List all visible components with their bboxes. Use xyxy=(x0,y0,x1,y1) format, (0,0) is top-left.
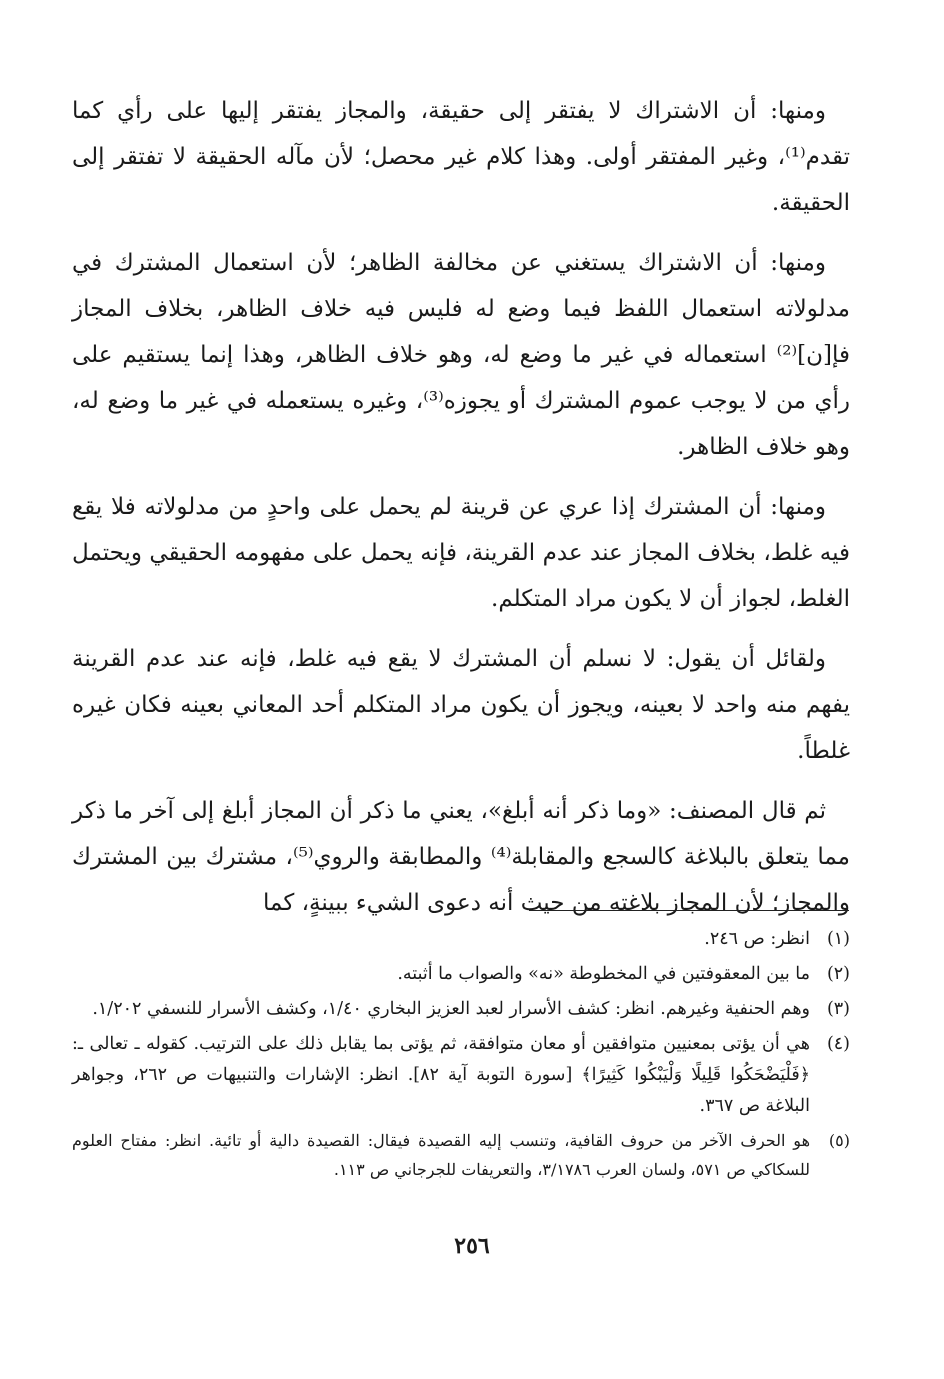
footnote-text: انظر: ص ٢٤٦. xyxy=(704,929,810,949)
paragraph-4: ولقائل أن يقول: لا نسلم أن المشترك لا يقع فيه غلط، فإنه عند عدم القرينة يفهم منه واحد لا بعينه، ويجوز أن يكون مراد المتكلم أحد المعاني بعينه فكان غيره غلطاً. xyxy=(72,646,850,764)
footnote-number: (٣) xyxy=(826,999,850,1019)
footnote-1 xyxy=(72,924,850,955)
footnote-number: (١) xyxy=(826,929,850,949)
footnote-text: هو الحرف الآخر من حروف القافية، وتنسب إليه القصيدة فيقال: القصيدة دالية أو تائية. انظر: مفتاح العلوم للسكاكي ص ٥٧١، ولسان العرب ٣/١٧٨٦، والتعريفات للجرجاني ص ١١٣. xyxy=(72,1131,810,1179)
footnote-4 xyxy=(72,1029,850,1122)
footnote-3 xyxy=(72,994,850,1025)
page-number: ٢٥٦ xyxy=(454,1233,490,1259)
footnote-number: (٤) xyxy=(826,1034,850,1054)
footnote-number: (٢) xyxy=(826,964,850,984)
footnote-text: ما بين المعقوفتين في المخطوطة «نه» والصواب ما أثبته. xyxy=(397,964,810,984)
paragraph-3: ومنها: أن المشترك إذا عري عن قرينة لم يحمل على واحدٍ من مدلولاته فلا يقع فيه غلط، بخلاف المجاز عند عدم القرينة، فإنه يحمل على مفهومه الحقيقي ويحتمل الغلط، لجواز أن لا يكون مراد المتكلم. xyxy=(72,494,850,612)
paragraph-1: ومنها: أن الاشتراك لا يفتقر إلى حقيقة، والمجاز يفتقر إليها على رأي كما تقدم⁽¹⁾، وغير المفتقر أولى. وهذا كلام غير محصل؛ لأن مآله الحقيقة لا تفتقر إلى الحقيقة. xyxy=(72,98,850,216)
footnote-text: هي أن يؤتى بمعنيين متوافقين أو معان متوافقة، ثم يؤتى بما يقابل ذلك على الترتيب. كقوله ـ تعالى ـ: ﴿فَلْيَضْحَكُوا قَلِيلًا وَلْيَبْكُوا كَثِيرًا﴾ [سورة التوبة آية ٨٢]. انظر: الإشارات والتنبيهات ص ٢٦٢، وجواهر البلاغة ص ٣٦٧. xyxy=(72,1034,810,1116)
paragraph-5: ثم قال المصنف: «وما ذكر أنه أبلغ»، يعني ما ذكر أن المجاز أبلغ إلى آخر ما ذكر مما يتعلق بالبلاغة كالسجع والمقابلة⁽⁴⁾ والمطابقة والروي⁽⁵⁾، مشترك بين المشترك والمجاز؛ لأن المجاز بلاغته من حيث أنه دعوى الشيء ببينةٍ، كما xyxy=(72,798,850,916)
footnote-2 xyxy=(72,959,850,990)
main-text xyxy=(72,88,850,940)
paragraph-2: ومنها: أن الاشتراك يستغني عن مخالفة الظاهر؛ لأن استعمال المشترك في مدلولاته استعمال اللفظ فيما وضع له فليس فيه خلاف الظاهر، بخلاف المجاز فإ[ن]⁽²⁾ استعماله في غير ما وضع له، وهو خلاف الظاهر، وهذا إنما يستقيم على رأي من لا يوجب عموم المشترك أو يجوزه⁽³⁾، وغيره يستعمله في غير ما وضع له، وهو خلاف الظاهر. xyxy=(72,250,850,460)
footnote-number: (٥) xyxy=(828,1131,850,1150)
footnote-5 xyxy=(72,1126,850,1184)
footnote-separator xyxy=(529,910,849,911)
footnotes xyxy=(72,924,850,1188)
footnote-text: وهم الحنفية وغيرهم. انظر: كشف الأسرار لعبد العزيز البخاري ١/٤٠، وكشف الأسرار للنسفي ١/٢٠٢. xyxy=(92,999,810,1019)
